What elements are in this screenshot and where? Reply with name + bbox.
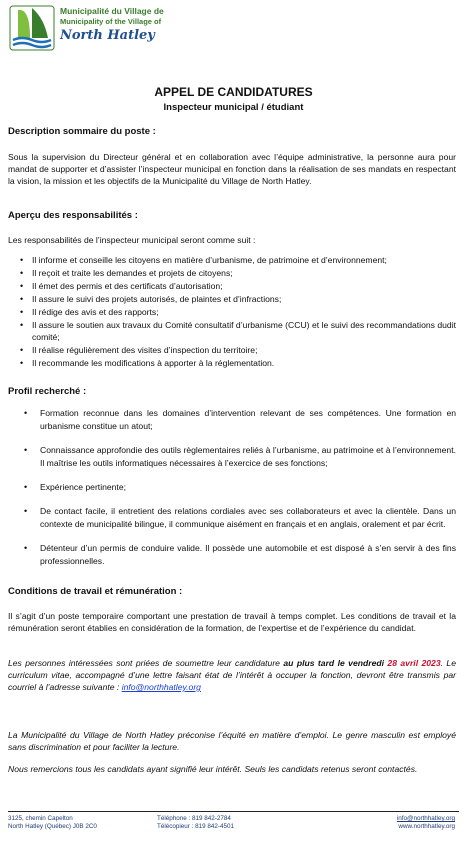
responsibilities-intro: Les responsabilités de l’inspecteur municipal seront comme suit : xyxy=(8,235,256,245)
footer-address-line1: 3125, chemin Capelton xyxy=(8,815,73,822)
list-item: • Il assure le suivi des projets autorisés, de plaintes et d’infractions; xyxy=(0,293,456,305)
footer-address xyxy=(8,815,97,831)
thanks-statement: Nous remercions tous les candidats ayant signifié leur intérêt. Seuls les candidats retenus seront contactés. xyxy=(8,764,418,774)
list-item: • Il émet des permis et des certificats d’autorisation; xyxy=(0,280,456,292)
equity-statement: La Municipalité du Village de North Hatley préconise l’équité en matière d’emploi. Le genre masculin est employé sans discrimination et pour faciliter la lecture. xyxy=(8,730,456,752)
conditions-text: Il s’agit d’un poste temporaire comportant une prestation de travail à temps complet. Les conditions de travail et la rémunération seront établies en considération de la formation, de l’expertise et de l’expérience du candidat. xyxy=(8,611,456,633)
profile-heading: Profil recherché : xyxy=(8,386,87,397)
deadline-prefix: au plus tard le vendredi xyxy=(283,658,388,668)
conditions-heading: Conditions de travail et rémunération : xyxy=(8,586,183,597)
application-instructions xyxy=(8,657,456,693)
list-item: • Formation reconnue dans les domaines d’intervention relevant de ses compétences. Une formation en urbanisme constitue un atout; xyxy=(0,407,456,433)
list-item: • Détenteur d’un permis de conduire valide. Il possède une automobile et est disposé à s’en servir à des fins professionnelles. xyxy=(0,542,456,568)
list-item: • Il reçoit et traite les demandes et projets de citoyens; xyxy=(0,267,456,279)
list-item: • Connaissance approfondie des outils règlementaires reliés à l’urbanisme, au patrimoine et à l’environnement. Il maîtrise les outils informatiques nécessaires à l’exercice de ses fonctions; xyxy=(0,444,456,470)
responsibilities-heading: Aperçu des responsabilités : xyxy=(8,210,138,221)
municipality-logo xyxy=(8,4,178,52)
list-item: • Il réalise régulièrement des visites d’inspection du territoire; xyxy=(0,344,456,356)
footer-phone-fax xyxy=(157,815,234,831)
application-text-2: . Le curriculum vitae, accompagné d’une lettre faisant état de l’intérêt à occuper la fonction, devront être transmis par courriel à l’adresse suivante : xyxy=(8,658,456,692)
list-item: • Expérience pertinente; xyxy=(0,481,456,494)
footer-website[interactable]: www.northhatley.org xyxy=(398,823,455,830)
page-title: APPEL DE CANDIDATURES xyxy=(154,85,313,99)
footer-email-link[interactable]: info@northhatley.org xyxy=(396,815,455,822)
footer-fax: Télécopieur : 819 842-4501 xyxy=(157,823,235,830)
responsibilities-list xyxy=(0,254,456,370)
application-text-1: Les personnes intéressées sont priées de soumettre leur candidature xyxy=(8,658,284,668)
page-subtitle: Inspecteur municipal / étudiant xyxy=(163,102,304,113)
list-item: • Il recommande les modifications à apporter à la réglementation. xyxy=(0,357,456,369)
footer-divider xyxy=(8,811,459,812)
list-item: • Il informe et conseille les citoyens en matière d’urbanisme, de patrimoine et d’environnement; xyxy=(0,254,456,266)
list-item: • De contact facile, il entretient des relations cordiales avec ses collaborateurs et avec la clientèle. Dans un contexte de municipalité bilingue, il communique aisément en français et en anglais, oralement et par écrit. xyxy=(0,505,456,531)
description-heading: Description sommaire du poste : xyxy=(8,126,156,137)
org-name-french: Municipalité du Village de xyxy=(60,6,164,16)
org-name-english: Municipality of the Village of xyxy=(60,17,162,26)
description-text: Sous la supervision du Directeur général et en collaboration avec l’équipe administrative, la personne aura pour mandat de supporter et d’assister l’inspecteur municipal en fonction dans la réalisation de ses mandats en respectant la vision, la mission et les objectifs de la Municipalité du Village de North Hatley. xyxy=(8,152,456,186)
list-item: • Il assure le soutien aux travaux du Comité consultatif d’urbanisme (CCU) et le suivi des recommandations dudit comité; xyxy=(0,319,456,343)
sailboat-logo-icon xyxy=(8,4,56,52)
footer-phone: Téléphone : 819 842-2784 xyxy=(157,815,231,822)
profile-list xyxy=(0,407,456,579)
list-item: • Il rédige des avis et des rapports; xyxy=(0,306,456,318)
org-name-north-hatley: North Hatley xyxy=(60,28,155,43)
deadline-date: 28 avril 2023 xyxy=(387,658,441,668)
application-email-link[interactable]: info@northhatley.org xyxy=(121,682,201,692)
footer-address-line2: North Hatley (Québec) J0B 2C0 xyxy=(8,823,97,830)
footer-contact xyxy=(397,815,455,831)
